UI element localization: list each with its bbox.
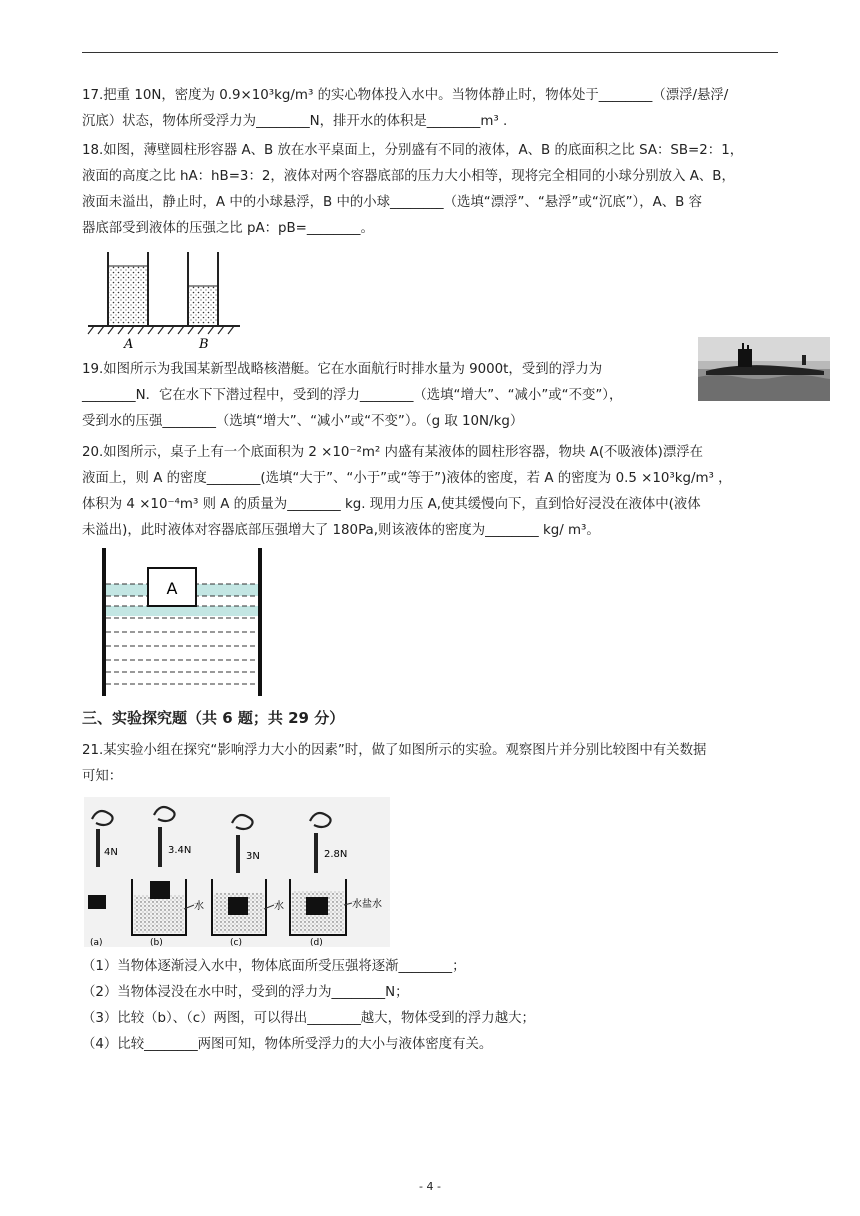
q21-sub3: （3）比较（b）、（c）两图，可以得出________越大，物体受到的浮力越大； [82,1011,535,1026]
q21-line1: 21.某实验小组在探究“影响浮力大小的因素”时，做了如图所示的实验。观察图片并分别比较图中有关数据 [82,743,707,758]
q21-sub1: （1）当物体逐渐浸入水中，物体底面所受压强将逐渐________； [82,959,466,974]
q18-line3: 液面未溢出，静止时，A 中的小球悬浮，B 中的小球________（选填“漂浮”、“悬浮”或“沉底”），A、B 容 [82,195,703,210]
section3-title: 三、实验探究题（共 6 题；共 29 分） [82,709,345,727]
reading-a: 4N [104,847,118,858]
q21-line2: 可知： [82,769,123,784]
q20-line3: 体积为 4 ×10⁻⁴m³ 则 A 的质量为________ kg. 现用力压 A,使其缓慢向下，直到恰好浸没在液体中(液体 [82,497,701,512]
q19-line1: 19.如图所示为我国某新型战略核潜艇。它在水面航行时排水量为 9000t，受到的浮力为 [82,362,603,377]
q19-line3: 受到水的压强________（选填“增大”、“减小”或“不变”）。（g 取 10N/kg） [82,414,524,429]
q20-line4: 未溢出)，此时液体对容器底部压强增大了 180Pa,则该液体的密度为________ kg/ m³。 [82,523,600,538]
liquid-c: 水 [274,901,284,912]
panel-d: (d) [310,938,323,947]
header-rule [82,52,778,53]
q20-container-figure [92,548,272,698]
q19-line2: ________N．它在水下下潜过程中，受到的浮力________（选填“增大”、“减小”或“不变”）， [82,388,623,403]
q18-line1: 18.如图，薄壁圆柱形容器 A、B 放在水平桌面上，分别盛有不同的液体，A、B 的底面积之比 SA：SB=2：1， [82,143,744,158]
reading-b: 3.4N [168,845,192,856]
q20-block-label: A [166,579,178,598]
q21-sub2: （2）当物体浸没在水中时，受到的浮力为________N； [82,985,409,1000]
reading-d: 2.8N [324,849,348,860]
q18-line4: 器底部受到液体的压强之比 pA：pB=________。 [82,221,374,236]
q18-containers-figure [82,246,242,354]
submarine-photo [698,337,830,401]
panel-c: (c) [230,938,242,947]
q18-label-b: B [199,337,209,352]
liquid-d: 水盐水 [352,899,382,910]
q21-sub4: （4）比较________两图可知，物体所受浮力的大小与液体密度有关。 [82,1037,493,1052]
panel-b: (b) [150,938,163,947]
panel-a: (a) [90,938,103,947]
reading-c: 3N [246,851,260,862]
q20-line1: 20.如图所示，桌子上有一个底面积为 2 ×10⁻²m² 内盛有某液体的圆柱形容器，物块 A(不吸液体)漂浮在 [82,445,704,460]
liquid-b: 水 [194,901,204,912]
q18-label-a: A [124,337,134,352]
q21-experiment-figure [84,797,390,947]
q20-line2: 液面上，则 A 的密度________(选填“大于”、“小于”或“等于”)液体的密度，若 A 的密度为 0.5 ×10³kg/m³ ， [82,471,732,486]
page-number: - 4 - [419,1180,441,1193]
q18-line2: 液面的高度之比 hA：hB=3：2，液体对两个容器底部的压力大小相等，现将完全相同的小球分别放入 A、B， [82,169,735,184]
q17-line1: 17.把重 10N，密度为 0.9×10³kg/m³ 的实心物体投入水中。当物体静止时，物体处于________（漂浮/悬浮/ [82,88,729,103]
q17-line2: 沉底）状态，物体所受浮力为________N，排开水的体积是________m³ . [82,114,508,129]
